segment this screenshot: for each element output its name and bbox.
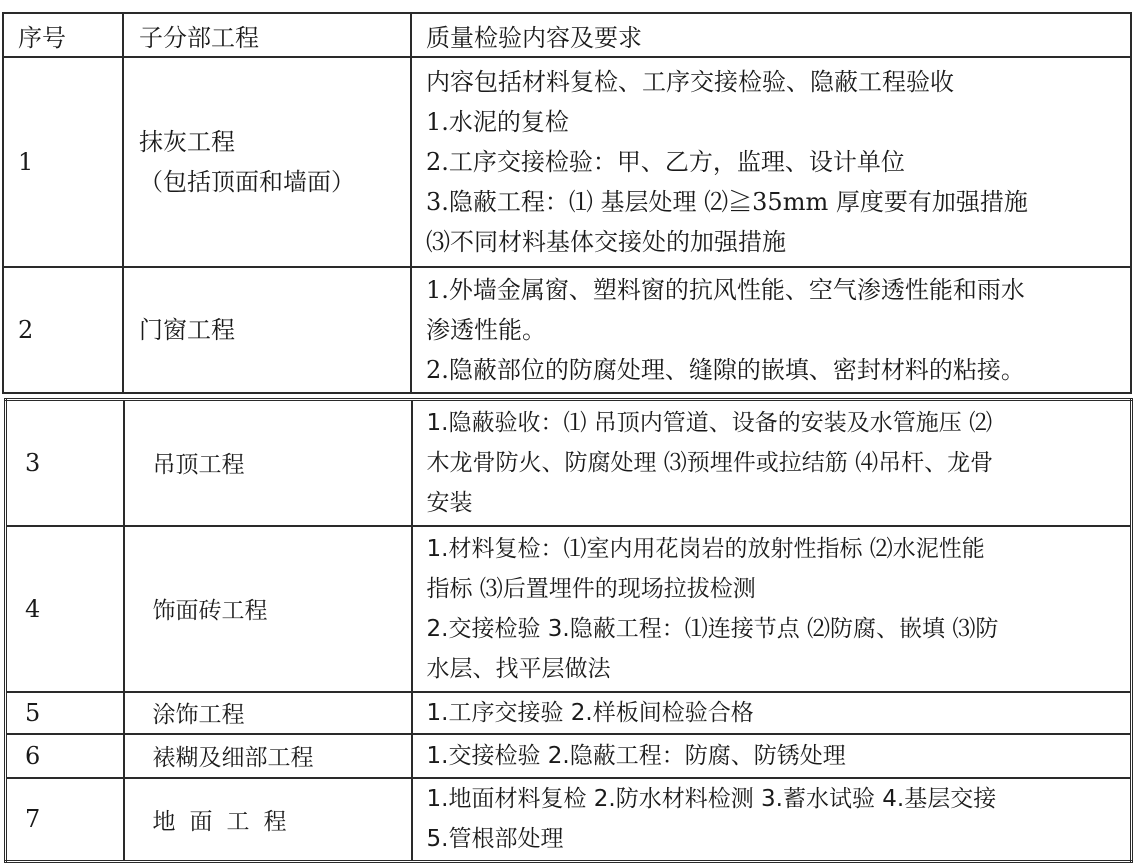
project-line: 饰面砖工程: [152, 598, 268, 624]
quality-table-upper: [2, 12, 1132, 394]
row-project: [124, 400, 412, 526]
table-row: [3, 267, 1131, 393]
content-line: 3.隐蔽工程：⑴ 基层处理 ⑵≧35mm 厚度要有加强措施: [426, 188, 1028, 216]
content-line: 水层、找平层做法: [426, 655, 611, 682]
row-project: [123, 267, 411, 393]
row-no: 4: [6, 526, 124, 692]
content-line: 1.地面材料复检 2.防水材料检测 3.蓄水试验 4.基层交接: [426, 786, 997, 813]
project-line: 涂饰工程: [152, 702, 245, 728]
header-content: 质量检验内容及要求: [411, 13, 1131, 57]
row-project: [124, 692, 412, 734]
row-content: [412, 400, 1132, 526]
table-row: [6, 734, 1132, 778]
content-line: 安装: [426, 489, 473, 516]
content-line: 5.管根部处理: [426, 826, 564, 853]
header-no: 序号: [3, 13, 123, 57]
content-line: 2.工序交接检验：甲、乙方，监理、设计单位: [426, 148, 905, 176]
project-line: 地面工程: [152, 808, 301, 835]
content-line: ⑶不同材料基体交接处的加强措施: [426, 228, 786, 256]
content-line: 1.交接检验 2.隐蔽工程：防腐、防锈处理: [426, 742, 846, 769]
row-content: [412, 526, 1132, 692]
table-row: [6, 778, 1132, 862]
row-no: 5: [6, 692, 124, 734]
table-row: [3, 57, 1131, 267]
project-line: （包括顶面和墙面）: [139, 168, 355, 196]
row-project: [123, 57, 411, 267]
project-line: 吊顶工程: [152, 452, 245, 479]
content-line: 2.隐蔽部位的防腐处理、缝隙的嵌填、密封材料的粘接。: [426, 356, 1025, 384]
row-content: [411, 267, 1131, 393]
content-line: 渗透性能。: [426, 316, 546, 344]
table-header-row: [3, 13, 1131, 57]
quality-table-lower: [4, 398, 1133, 863]
table-row: [6, 400, 1132, 526]
project-line: 门窗工程: [139, 316, 235, 344]
row-no: 7: [6, 778, 124, 862]
project-line: 抹灰工程: [139, 128, 235, 156]
content-line: 指标 ⑶后置埋件的现场拉拔检测: [426, 575, 756, 602]
table-row: [6, 526, 1132, 692]
content-line: 1.水泥的复检: [426, 108, 569, 136]
row-project: [124, 526, 412, 692]
row-no: 1: [3, 57, 123, 267]
content-line: 2.交接检验 3.隐蔽工程：⑴连接节点 ⑵防腐、嵌填 ⑶防: [426, 615, 999, 642]
row-content: [411, 57, 1131, 267]
table-row: [6, 692, 1132, 734]
header-project: 子分部工程: [123, 13, 411, 57]
row-content: [412, 734, 1132, 778]
content-line: 内容包括材料复检、工序交接检验、隐蔽工程验收: [426, 68, 954, 96]
content-line: 1.材料复检：⑴室内用花岗岩的放射性指标 ⑵水泥性能: [426, 535, 985, 562]
row-no: 2: [3, 267, 123, 393]
row-no: 6: [6, 734, 124, 778]
project-line: 裱糊及细部工程: [152, 745, 314, 771]
row-content: [412, 692, 1132, 734]
content-line: 1.工序交接验 2.样板间检验合格: [426, 699, 754, 726]
row-project: [124, 778, 412, 862]
row-no: 3: [6, 400, 124, 526]
content-line: 1.外墙金属窗、塑料窗的抗风性能、空气渗透性能和雨水: [426, 276, 1025, 304]
row-project: [124, 734, 412, 778]
content-line: 1.隐蔽验收：⑴ 吊顶内管道、设备的安装及水管施压 ⑵: [426, 409, 993, 436]
content-line: 木龙骨防火、防腐处理 ⑶预埋件或拉结筋 ⑷吊杆、龙骨: [426, 449, 994, 476]
row-content: [412, 778, 1132, 862]
